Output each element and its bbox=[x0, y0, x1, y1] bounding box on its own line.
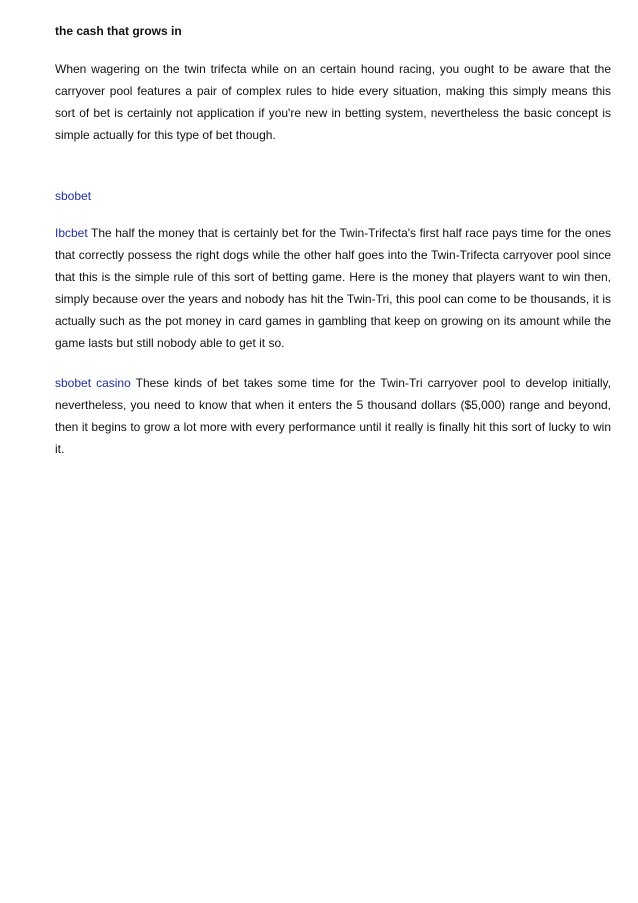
sbobet-link[interactable]: sbobet bbox=[55, 189, 92, 203]
ibcbet-link[interactable]: Ibcbet bbox=[55, 226, 88, 240]
sbobet-casino-link[interactable]: sbobet casino bbox=[55, 376, 131, 390]
paragraph-sbobet-casino-text: These kinds of bet takes some time for the Twin-Tri carryover pool to develop initially, nevertheless, you need to know that when it enters the 5 thousand dollars ($5,000) range and beyond, then it begins to grow a lot more with every performance until it really is finally hit this sort of lucky to win it. bbox=[55, 376, 611, 456]
sbobet-link-block bbox=[55, 187, 611, 205]
paragraph-sbobet-casino bbox=[55, 372, 611, 460]
paragraph-ibcbet-text: The half the money that is certainly bet for the Twin-Trifecta's first half race pays time for the ones that correctly possess the right dogs while the other half goes into the Twin-Trifecta carryover pool since that this is the simple rule of this sort of betting game. Here is the money that players want to win then, simply because over the years and nobody has hit the Twin-Tri, this pool can come to be thousands, it is actually such as the pot money in card games in gambling that keep on growing on its amount while the game lasts but still nobody able to get it so. bbox=[55, 226, 611, 350]
document-title: the cash that grows in bbox=[55, 24, 182, 38]
document-page bbox=[55, 22, 611, 460]
paragraph-ibcbet bbox=[55, 222, 611, 354]
paragraph-intro: When wagering on the twin trifecta while on an certain hound racing, you ought to be aware that the carryover pool features a pair of complex rules to hide every situation, making this simply means this sort of bet is certainly not application if you're new in betting system, nevertheless the basic concept is simple actually for this type of bet though. bbox=[55, 62, 611, 142]
